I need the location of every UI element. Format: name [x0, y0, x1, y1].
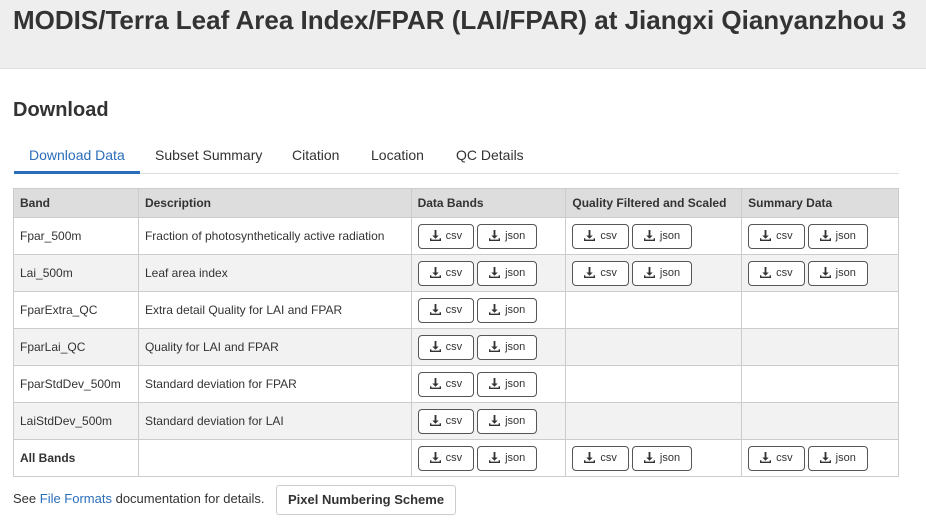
download-icon [644, 267, 655, 278]
table-row [14, 366, 899, 403]
table-row [14, 403, 899, 440]
tab-bar [14, 140, 899, 174]
all-bands-summary-json-button[interactable] [808, 446, 868, 471]
fparstddev-500m-data-json-button-label: json [505, 377, 526, 390]
all-bands-quality-json-button-label: json [659, 451, 681, 464]
fparextra-qc-data-json-button-label: json [505, 303, 526, 316]
laistddev-500m-data-csv-button[interactable] [418, 409, 475, 434]
quality-filtered-cell [566, 366, 742, 403]
download-icon [430, 267, 441, 278]
download-icon [644, 230, 655, 241]
column-header-data-bands: Data Bands [411, 189, 566, 218]
table-row [14, 329, 899, 366]
band-name: LaiStdDev_500m [14, 403, 139, 440]
page-title: MODIS/Terra Leaf Area Index/FPAR (LAI/FPAR) at Jiangxi Qianyanzhou 3 [13, 5, 907, 35]
summary-data-cell [742, 366, 899, 403]
fpar-500m-data-json-button[interactable] [477, 224, 537, 249]
download-icon [430, 415, 441, 426]
lai-500m-quality-csv-button[interactable] [572, 261, 629, 286]
all-bands-quality-csv-button[interactable] [572, 446, 629, 471]
all-bands-data-csv-button[interactable] [418, 446, 475, 471]
file-formats-link[interactable]: File Formats [39, 491, 112, 506]
table-row [14, 440, 899, 477]
all-bands-data-json-button-label: json [505, 451, 526, 464]
all-bands-data-csv-button-label: csv [445, 451, 463, 464]
quality-filtered-cell [566, 255, 742, 292]
band-description: Standard deviation for FPAR [138, 366, 411, 403]
table-row [14, 292, 899, 329]
band-name: Lai_500m [14, 255, 139, 292]
tab-location[interactable]: Location [371, 147, 424, 163]
data-bands-cell [411, 218, 566, 255]
quality-filtered-cell [566, 403, 742, 440]
lai-500m-data-json-button[interactable] [477, 261, 537, 286]
fparlai-qc-data-json-button[interactable] [477, 335, 537, 360]
download-icon [820, 267, 831, 278]
download-icon [489, 304, 500, 315]
column-header-quality-filtered: Quality Filtered and Scaled [566, 189, 742, 218]
fparstddev-500m-data-csv-button[interactable] [418, 372, 475, 397]
download-icon [584, 452, 595, 463]
all-bands-quality-json-button[interactable] [632, 446, 692, 471]
band-name: FparStdDev_500m [14, 366, 139, 403]
pixel-numbering-scheme-button[interactable]: Pixel Numbering Scheme [276, 485, 456, 515]
all-bands-quality-csv-button-label: csv [600, 451, 617, 464]
column-header-band: Band [14, 189, 139, 218]
fparlai-qc-data-json-button-label: json [505, 340, 526, 353]
all-bands-summary-json-button-label: json [835, 451, 856, 464]
summary-data-cell [742, 292, 899, 329]
fpar-500m-summary-json-button-label: json [835, 229, 856, 242]
fpar-500m-quality-json-button-label: json [659, 229, 681, 242]
download-icon [430, 378, 441, 389]
quality-filtered-cell [566, 329, 742, 366]
data-bands-cell [411, 292, 566, 329]
column-header-summary-data: Summary Data [742, 189, 899, 218]
all-bands-summary-csv-button-label: csv [776, 451, 793, 464]
fpar-500m-summary-csv-button[interactable] [748, 224, 805, 249]
download-icon [489, 415, 500, 426]
fpar-500m-quality-csv-button[interactable] [572, 224, 629, 249]
quality-filtered-cell [566, 218, 742, 255]
tab-citation[interactable]: Citation [292, 147, 340, 163]
tab-qc-details[interactable]: QC Details [456, 147, 524, 163]
tab-download-data[interactable]: Download Data [14, 140, 140, 174]
band-name: FparExtra_QC [14, 292, 139, 329]
download-icon [760, 452, 771, 463]
band-description: Standard deviation for LAI [138, 403, 411, 440]
download-icon [584, 267, 595, 278]
fparlai-qc-data-csv-button-label: csv [445, 340, 463, 353]
data-bands-cell [411, 440, 566, 477]
table-body [14, 218, 899, 477]
laistddev-500m-data-json-button-label: json [505, 414, 526, 427]
data-bands-cell [411, 403, 566, 440]
lai-500m-quality-csv-button-label: csv [600, 266, 617, 279]
quality-filtered-cell [566, 440, 742, 477]
summary-data-cell [742, 218, 899, 255]
band-description: Leaf area index [138, 255, 411, 292]
band-name: All Bands [14, 440, 139, 477]
tab-subset-summary[interactable]: Subset Summary [155, 147, 263, 163]
laistddev-500m-data-json-button[interactable] [477, 409, 537, 434]
summary-data-cell [742, 403, 899, 440]
all-bands-summary-csv-button[interactable] [748, 446, 805, 471]
lai-500m-summary-json-button[interactable] [808, 261, 868, 286]
download-icon [760, 230, 771, 241]
download-table [13, 188, 899, 477]
laistddev-500m-data-csv-button-label: csv [445, 414, 463, 427]
table-row [14, 255, 899, 292]
fparextra-qc-data-json-button[interactable] [477, 298, 537, 323]
lai-500m-quality-json-button[interactable] [632, 261, 692, 286]
band-description: Quality for LAI and FPAR [138, 329, 411, 366]
band-description: Extra detail Quality for LAI and FPAR [138, 292, 411, 329]
band-description: Fraction of photosynthetically active radiation [138, 218, 411, 255]
title-bar [0, 0, 926, 69]
section-heading: Download [13, 99, 109, 121]
download-icon [430, 341, 441, 352]
fpar-500m-data-csv-button[interactable] [418, 224, 475, 249]
download-icon [489, 230, 500, 241]
band-name: FparLai_QC [14, 329, 139, 366]
column-header-description: Description [138, 189, 411, 218]
download-icon [489, 267, 500, 278]
data-bands-cell [411, 329, 566, 366]
lai-500m-quality-json-button-label: json [659, 266, 681, 279]
lai-500m-summary-csv-button[interactable] [748, 261, 805, 286]
band-description [138, 440, 411, 477]
quality-filtered-cell [566, 292, 742, 329]
table-header-row [14, 189, 899, 218]
footer-after-text: documentation for details. [111, 491, 265, 506]
table-row [14, 218, 899, 255]
lai-500m-summary-json-button-label: json [835, 266, 856, 279]
download-icon [430, 304, 441, 315]
band-name: Fpar_500m [14, 218, 139, 255]
summary-data-cell [742, 440, 899, 477]
download-icon [489, 341, 500, 352]
fpar-500m-quality-json-button[interactable] [632, 224, 692, 249]
lai-500m-data-json-button-label: json [505, 266, 526, 279]
download-icon [430, 452, 441, 463]
download-icon [820, 452, 831, 463]
download-icon [489, 452, 500, 463]
footer-note [13, 491, 264, 506]
download-icon [760, 267, 771, 278]
fparextra-qc-data-csv-button[interactable] [418, 298, 475, 323]
footer-see-text: See [13, 491, 40, 506]
fparstddev-500m-data-json-button[interactable] [477, 372, 537, 397]
summary-data-cell [742, 329, 899, 366]
fparstddev-500m-data-csv-button-label: csv [445, 377, 463, 390]
data-bands-cell [411, 366, 566, 403]
fpar-500m-summary-json-button[interactable] [808, 224, 868, 249]
all-bands-data-json-button[interactable] [477, 446, 537, 471]
download-icon [820, 230, 831, 241]
download-icon [584, 230, 595, 241]
fparlai-qc-data-csv-button[interactable] [418, 335, 475, 360]
fpar-500m-data-json-button-label: json [505, 229, 526, 242]
summary-data-cell [742, 255, 899, 292]
fpar-500m-data-csv-button-label: csv [445, 229, 463, 242]
fparextra-qc-data-csv-button-label: csv [445, 303, 463, 316]
lai-500m-summary-csv-button-label: csv [776, 266, 793, 279]
fpar-500m-summary-csv-button-label: csv [776, 229, 793, 242]
data-bands-cell [411, 255, 566, 292]
lai-500m-data-csv-button-label: csv [445, 266, 463, 279]
download-icon [489, 378, 500, 389]
lai-500m-data-csv-button[interactable] [418, 261, 475, 286]
fpar-500m-quality-csv-button-label: csv [600, 229, 617, 242]
download-icon [430, 230, 441, 241]
download-icon [644, 452, 655, 463]
